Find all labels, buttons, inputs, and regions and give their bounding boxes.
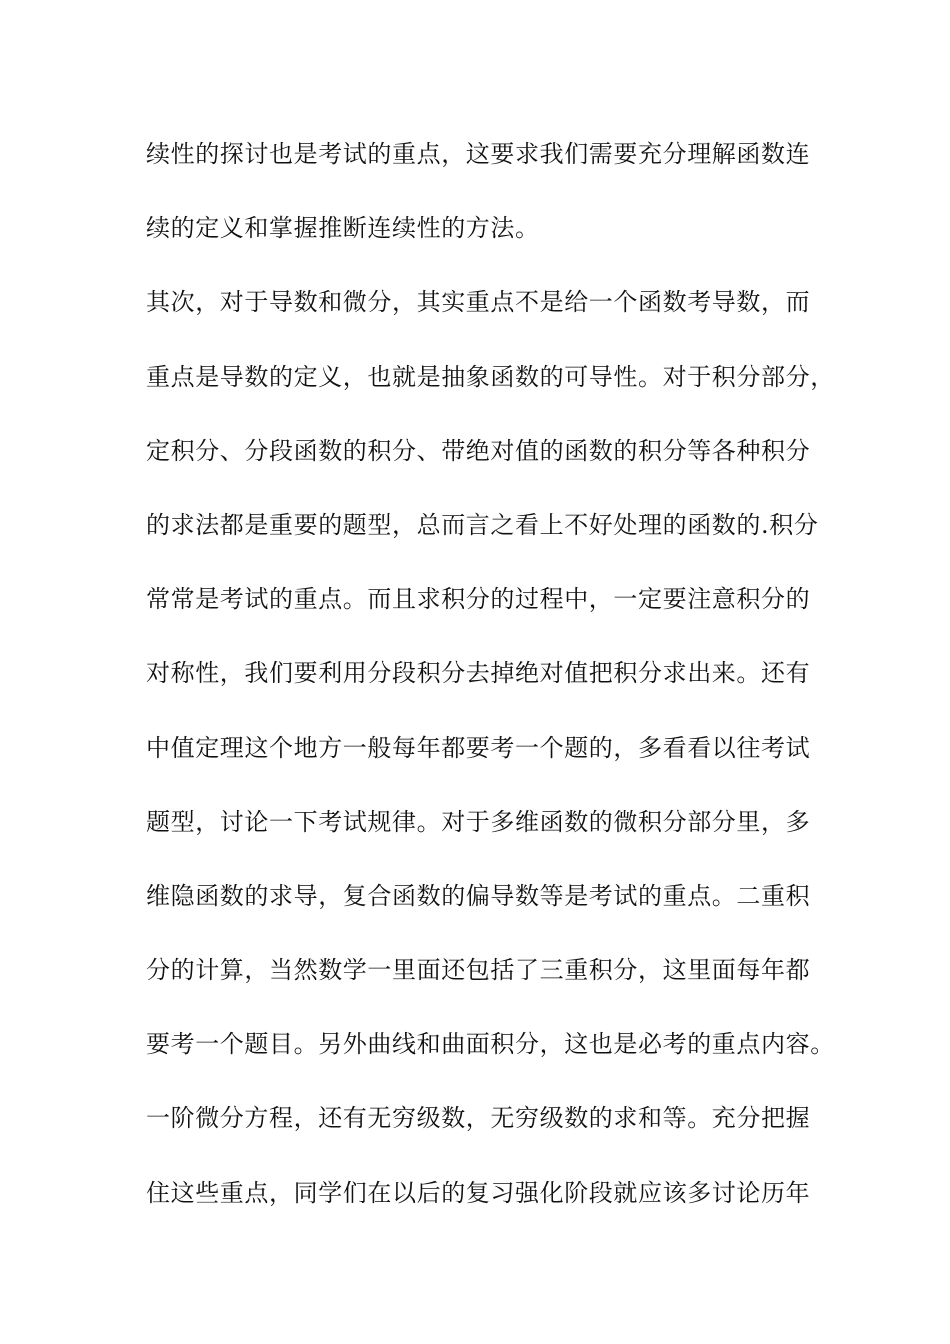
body-text bbox=[146, 130, 835, 1243]
text-line: 重点是导数的定义，也就是抽象函数的可导性。对于积分部分， bbox=[146, 362, 835, 391]
text-line: 维隐函数的求导，复合函数的偏导数等是考试的重点。二重积 bbox=[146, 881, 811, 910]
text-line: 题型，讨论一下考试规律。对于多维函数的微积分部分里，多 bbox=[146, 807, 811, 836]
text-line: 对称性，我们要利用分段积分去掉绝对值把积分求出来。还有 bbox=[146, 659, 811, 688]
text-line: 常常是考试的重点。而且求积分的过程中，一定要注意积分的 bbox=[146, 585, 811, 614]
text-line: 续的定义和掌握推断连续性的方法。 bbox=[146, 214, 540, 243]
text-line: 的求法都是重要的题型，总而言之看上不好处理的函数的.积分 bbox=[146, 510, 819, 539]
text-line: 住这些重点，同学们在以后的复习强化阶段就应该多讨论历年 bbox=[146, 1178, 811, 1207]
text-line: 中值定理这个地方一般每年都要考一个题的，多看看以往考试 bbox=[146, 733, 811, 762]
text-line: 一阶微分方程，还有无穷级数，无穷级数的求和等。充分把握 bbox=[146, 1104, 811, 1133]
text-line: 续性的探讨也是考试的重点，这要求我们需要充分理解函数连 bbox=[146, 140, 811, 168]
text-line: 其次，对于导数和微分，其实重点不是给一个函数考导数，而 bbox=[146, 288, 811, 317]
text-line: 定积分、分段函数的积分、带绝对值的函数的积分等各种积分 bbox=[146, 436, 811, 465]
text-line: 要考一个题目。另外曲线和曲面积分，这也是必考的重点内容。 bbox=[146, 1030, 835, 1059]
text-line: 分的计算，当然数学一里面还包括了三重积分，这里面每年都 bbox=[146, 956, 811, 985]
